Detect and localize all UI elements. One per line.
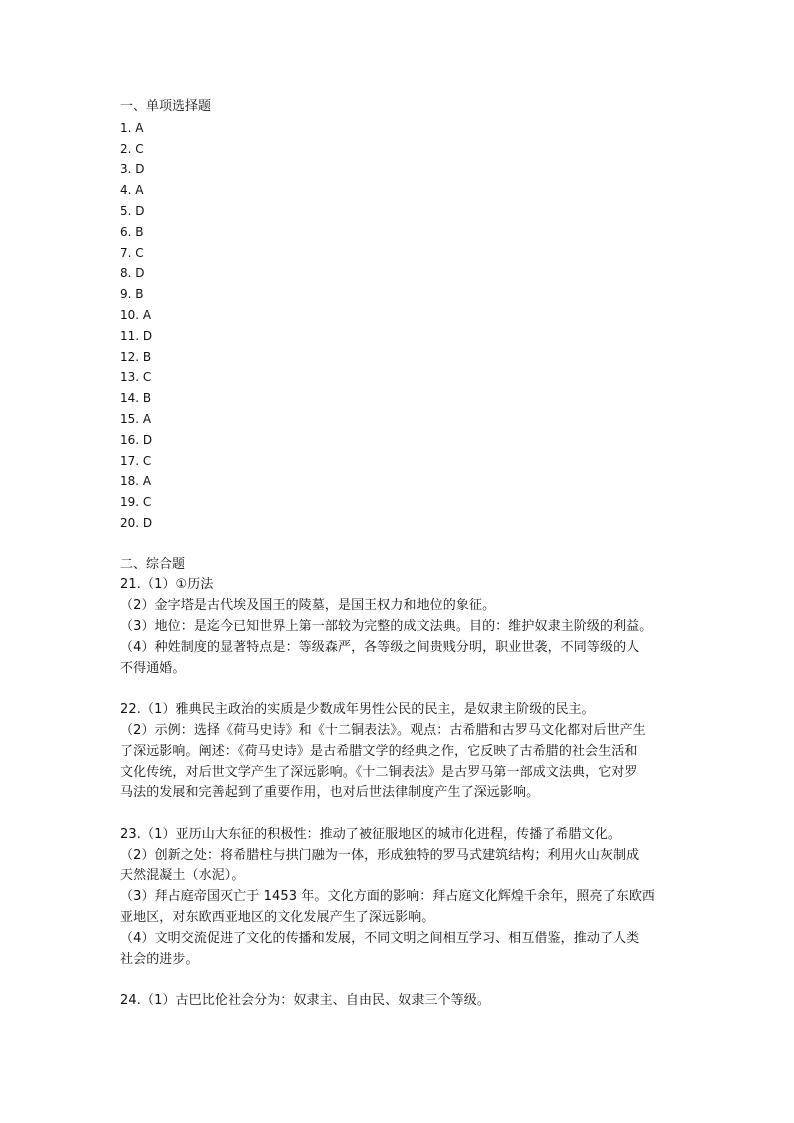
answer-item: 2. C bbox=[120, 141, 144, 156]
answer-item: 13. C bbox=[120, 370, 152, 385]
question-24-answer bbox=[120, 991, 680, 1012]
answer-item: 20. D bbox=[120, 515, 153, 530]
answer-line: 亚地区，对东欧西亚地区的文化发展产生了深远影响。 bbox=[120, 910, 435, 926]
spacer bbox=[120, 679, 680, 700]
question-21-answer bbox=[120, 575, 680, 679]
spacer bbox=[120, 804, 680, 825]
answer-item: 9. B bbox=[120, 287, 144, 302]
answer-line: 24.（1）古巴比伦社会分为：奴隶主、自由民、奴隶三个等级。 bbox=[120, 993, 490, 1009]
answer-item: 7. C bbox=[120, 245, 144, 260]
answer-item: 1. A bbox=[120, 120, 144, 135]
answer-line: 21.（1）①历法 bbox=[120, 577, 214, 593]
section-2-title: 二、综合题 bbox=[120, 556, 186, 572]
answer-line: （2）创新之处：将希腊柱与拱门融为一体，形成独特的罗马式建筑结构；利用火山灰制成 bbox=[120, 847, 640, 863]
answer-line: 马法的发展和完善起到了重要作用，也对后世法律制度产生了深远影响。 bbox=[120, 785, 540, 801]
spacer bbox=[120, 970, 680, 991]
answer-line: 22.（1）雅典民主政治的实质是少数成年男性公民的民主，是奴隶主阶级的民主。 bbox=[120, 702, 595, 718]
answer-line: 文化传统，对后世文学产生了深远影响。《十二铜表法》是古罗马第一部成文法典，它对罗 bbox=[120, 764, 638, 780]
answer-item: 10. A bbox=[120, 307, 152, 322]
answer-line: （2）示例：选择《荷马史诗》和《十二铜表法》。观点：古希腊和古罗马文化都对后世产生 bbox=[120, 722, 646, 738]
answer-line: （4）种姓制度的显著特点是：等级森严，各等级之间贵贱分明，职业世袭，不同等级的人 bbox=[120, 639, 640, 655]
answer-item: 6. B bbox=[120, 224, 144, 239]
answer-line: 不得通婚。 bbox=[120, 660, 186, 676]
spacer bbox=[120, 534, 680, 555]
answer-item: 3. D bbox=[120, 162, 145, 177]
answer-item: 15. A bbox=[120, 411, 152, 426]
answer-line: 了深远影响。阐述：《荷马史诗》是古希腊文学的经典之作，它反映了古希腊的社会生活和 bbox=[120, 743, 638, 759]
answer-item: 8. D bbox=[120, 266, 145, 281]
answer-sheet bbox=[120, 97, 680, 1012]
answer-item: 4. A bbox=[120, 183, 144, 198]
question-23-answer bbox=[120, 825, 680, 971]
section-1-title: 一、单项选择题 bbox=[120, 99, 212, 114]
answer-item: 5. D bbox=[120, 203, 145, 218]
answer-item: 11. D bbox=[120, 328, 153, 343]
answer-item: 16. D bbox=[120, 432, 153, 447]
answer-line: （2）金字塔是古代埃及国王的陵墓，是国王权力和地位的象征。 bbox=[120, 598, 496, 614]
answer-line: 天然混凝土（水泥）。 bbox=[120, 868, 245, 884]
question-22-answer bbox=[120, 700, 680, 804]
answer-item: 19. C bbox=[120, 495, 152, 510]
answer-line: 23.（1）亚历山大东征的积极性：推动了被征服地区的城市化进程，传播了希腊文化。 bbox=[120, 826, 621, 842]
answer-item: 17. C bbox=[120, 453, 152, 468]
answer-item: 14. B bbox=[120, 391, 152, 406]
multiple-choice-answer-list bbox=[120, 118, 680, 534]
answer-item: 12. B bbox=[120, 349, 152, 364]
answer-item: 18. A bbox=[120, 474, 152, 489]
answer-line: 社会的进步。 bbox=[120, 951, 199, 967]
answer-line: （4）文明交流促进了文化的传播和发展，不同文明之间相互学习、相互借鉴，推动了人类 bbox=[120, 930, 640, 946]
answer-line: （3）拜占庭帝国灭亡于 1453 年。文化方面的影响：拜占庭文化辉煌千余年，照亮了东欧西 bbox=[120, 889, 656, 905]
answer-line: （3）地位：是迄今已知世界上第一部较为完整的成文法典。目的：维护奴隶主阶级的利益。 bbox=[120, 618, 653, 634]
